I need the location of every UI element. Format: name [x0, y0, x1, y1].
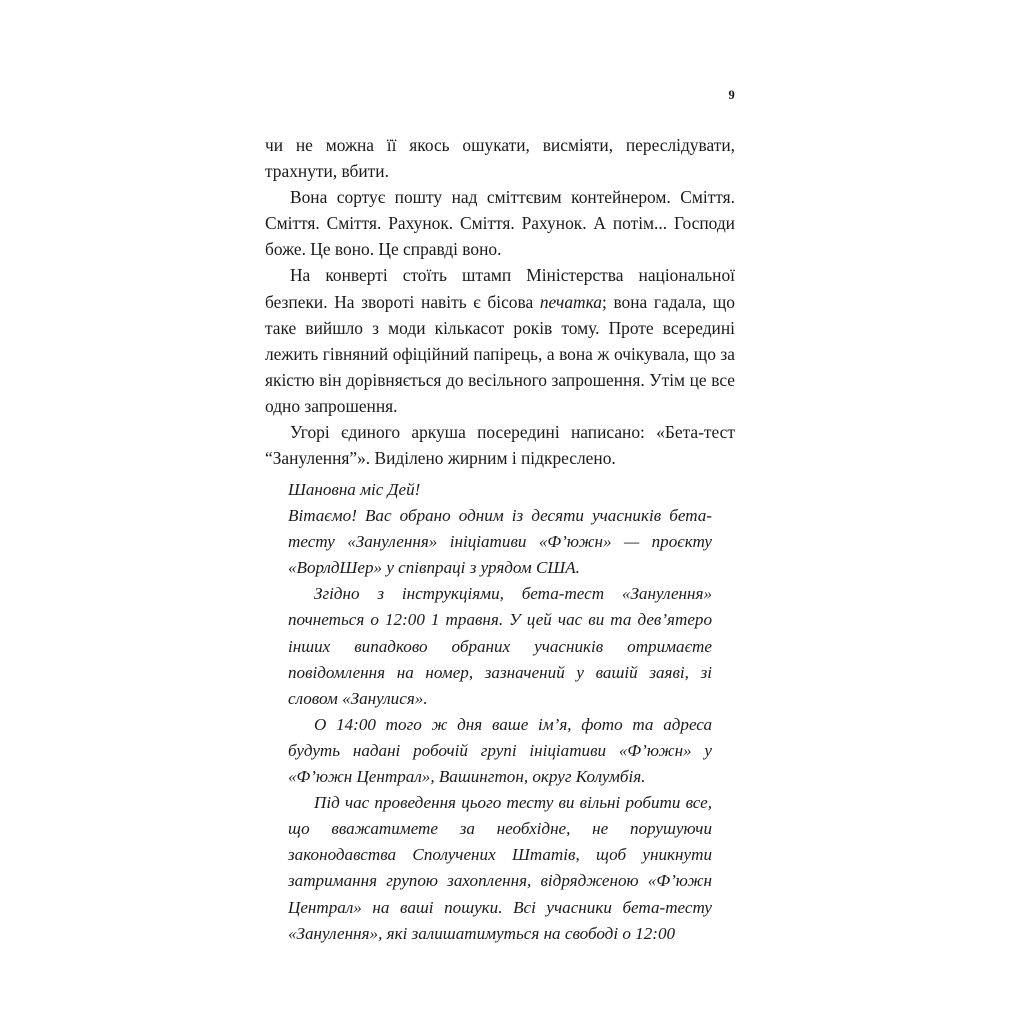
paragraph-with-emphasis	[265, 262, 735, 419]
paragraph: Угорі єдиного аркуша посередині написано: «Бета-тест “Занулення”». Виділено жирним і підкреслено.	[265, 422, 735, 469]
emphasized-word: печатка	[539, 291, 602, 312]
letter-salutation: Шановна міс Дей!	[288, 480, 421, 499]
letter-paragraph: О 14:00 того ж дня ваше ім’я, фото та адреса будуть надані робочій групі ініціативи «Ф’южн» у «Ф’южн Централ», Вашингтон, округ Колумбія.	[288, 714, 712, 787]
body-text-block	[265, 132, 735, 471]
letter-paragraph: Вітаємо! Вас обрано одним із десяти учасників бета-тесту «Занулення» ініціативи «Ф’южн» — проєкту «ВорлдШер» у співпраці з урядом США.	[288, 506, 712, 578]
paragraph: Вона сортує пошту над сміттєвим контейнером. Сміття. Сміття. Сміття. Рахунок. Сміття. Рахунок. А потім... Господи боже. Це воно. Це справді воно.	[265, 187, 735, 260]
letter-paragraph: Згідно з інструкціями, бета-тест «Занулення» почнеться о 12:00 1 травня. У цей час ви та дев’ятеро інших випадково обраних учасників отримаєте повідомлення на номер, зазначений у вашій заяві, зі словом «Занулися».	[288, 584, 712, 708]
paragraph-text-before-emphasis: На конверті стоїть штамп Міністерства національної безпеки. На звороті навіть є бісова	[265, 265, 735, 312]
page-number: 9	[728, 88, 735, 102]
paragraph: чи не можна її якось ошукати, висміяти, переслідувати, трахнути, вбити.	[265, 135, 735, 182]
letter-excerpt-block	[288, 477, 712, 947]
paragraph-text-after-emphasis: ; вона гадала, що таке вийшло з моди кількасот років тому. Проте всередині лежить гівняний офіційний папірець, а вона ж очікувала, що за якістю він дорівняється до весільного запрошення. Утім це все одно запрошення.	[265, 291, 735, 416]
letter-paragraph: Під час проведення цього тесту ви вільні робити все, що вважатимете за необхідне, не порушуючи законодавства Сполучених Штатів, щоб уникнути затримання групою захоплення, відрядженою «Ф’южн Централ» на ваші пошуки. Всі учасники бета-тесту «Занулення», які залишатимуться на свободі о 12:00	[288, 793, 712, 943]
